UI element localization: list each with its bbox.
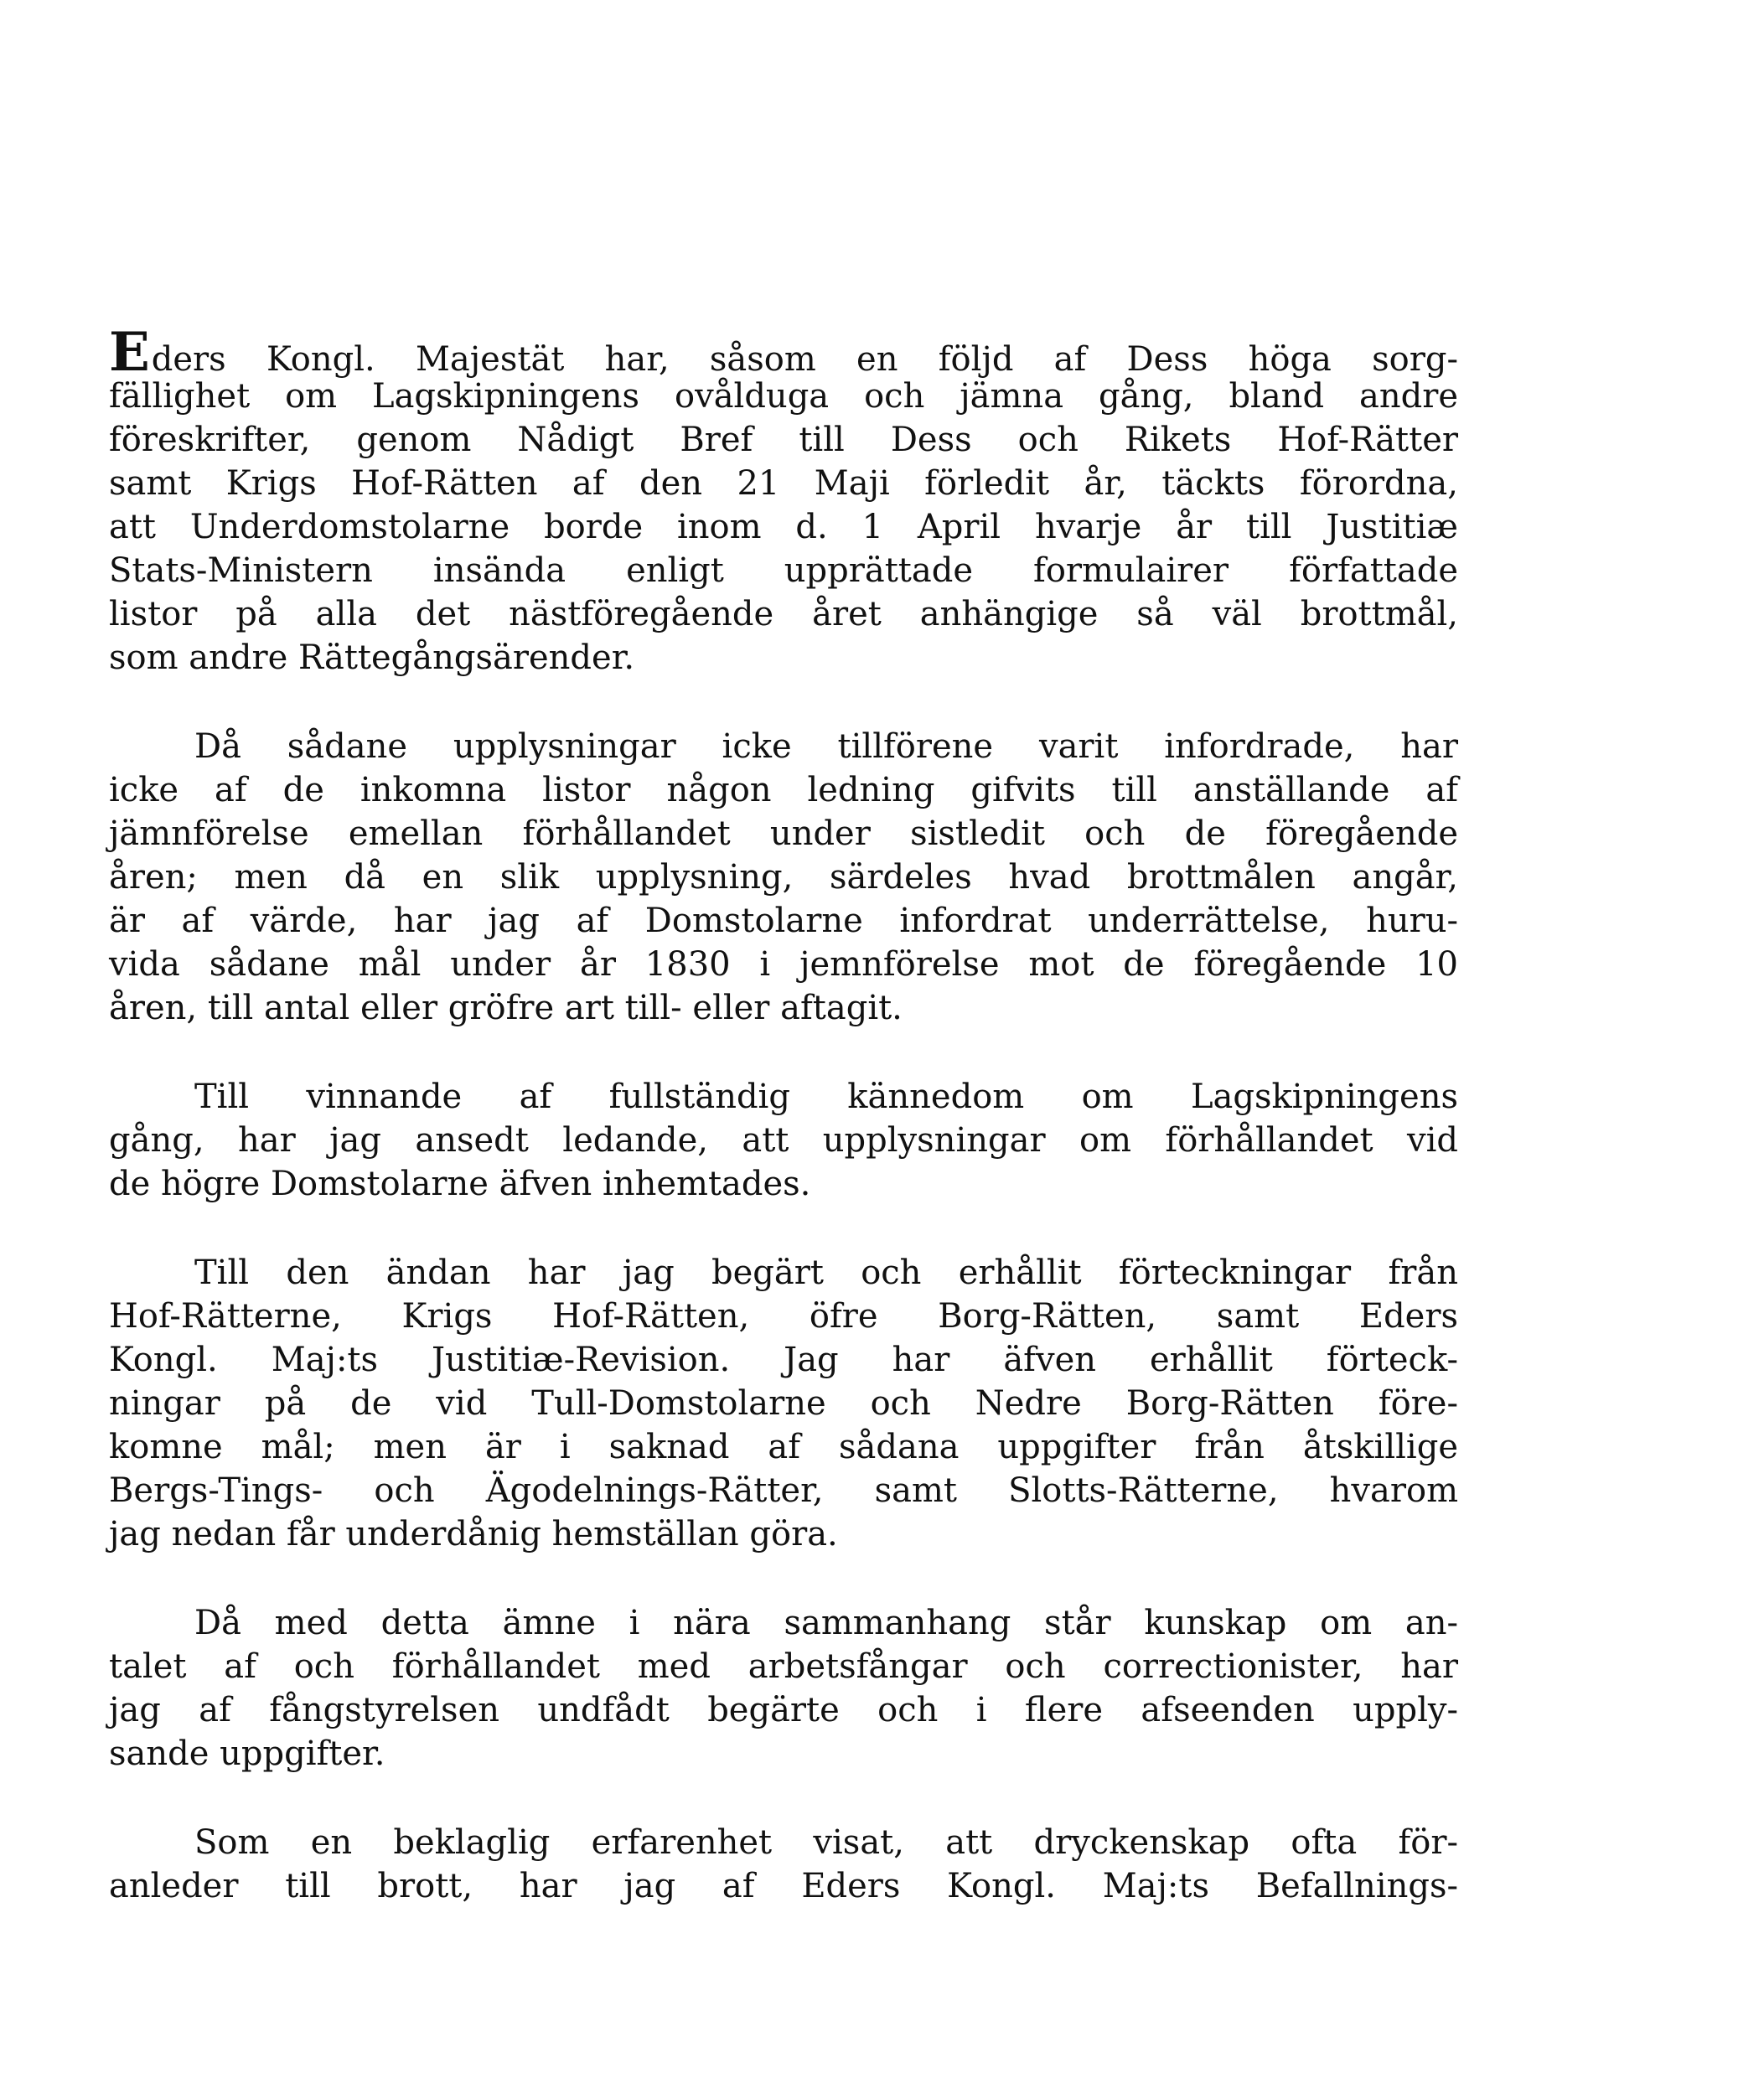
paragraph-3 bbox=[109, 1075, 1458, 1206]
text-line: samt Krigs Hof-Rätten af den 21 Maji förledit år, täckts förordna, bbox=[109, 464, 1458, 503]
text-line: jag nedan får underdånig hemställan göra. bbox=[109, 1515, 838, 1553]
body-text bbox=[109, 321, 1458, 1908]
text-line: Till vinnande af fullständig kännedom om Lagskipningens bbox=[194, 1078, 1458, 1116]
text-line: listor på alla det nästföregående året anhängige så väl brottmål, bbox=[109, 595, 1458, 633]
paragraph-5 bbox=[109, 1601, 1458, 1776]
text-line: Hof-Rätterne, Krigs Hof-Rätten, öfre Borg-Rätten, samt Eders bbox=[109, 1297, 1458, 1336]
text-line: icke af de inkomna listor någon ledning gifvits till anställande af bbox=[109, 771, 1458, 809]
text-line: är af värde, har jag af Domstolarne infordrat underrättelse, huru- bbox=[109, 902, 1458, 940]
text-line: åren; men då en slik upplysning, särdeles hvad brottmålen angår, bbox=[109, 858, 1458, 897]
text-line: att Underdomstolarne borde inom d. 1 April hvarje år till Justitiæ bbox=[109, 508, 1458, 546]
paragraph-2 bbox=[109, 725, 1458, 1030]
text-line: jag af fångstyrelsen undfådt begärte och i flere afseenden upply- bbox=[109, 1691, 1458, 1729]
text-line: föreskrifter, genom Nådigt Bref till Dess och Rikets Hof-Rätter bbox=[109, 421, 1458, 459]
text-line: Kongl. Maj:ts Justitiæ-Revision. Jag har äfven erhållit förteck- bbox=[109, 1341, 1458, 1379]
text-line: gång, har jag ansedt ledande, att upplysningar om förhållandet vid bbox=[109, 1121, 1458, 1160]
text-line: Bergs-Tings- och Ägodelnings-Rätter, samt Slotts-Rätterne, hvarom bbox=[109, 1471, 1458, 1510]
text-line: Då sådane upplysningar icke tillförene varit infordrade, har bbox=[194, 727, 1458, 766]
text-line: Som en beklaglig erfarenhet visat, att dryckenskap ofta för- bbox=[194, 1823, 1458, 1862]
paragraph-1 bbox=[109, 321, 1458, 680]
paragraph-4 bbox=[109, 1251, 1458, 1556]
text-line: sande uppgifter. bbox=[109, 1734, 385, 1773]
text-line: ningar på de vid Tull-Domstolarne och Nedre Borg-Rätten före- bbox=[109, 1384, 1458, 1423]
text-line: Eders Kongl. Majestät har, såsom en följd af Dess höga sorg- bbox=[109, 321, 1458, 384]
text-line: jämnförelse emellan förhållandet under sistledit och de föregående bbox=[109, 814, 1458, 853]
text-line: de högre Domstolarne äfven inhemtades. bbox=[109, 1165, 811, 1203]
text-line: komne mål; men är i saknad af sådana uppgifter från åtskillige bbox=[109, 1428, 1458, 1466]
text-line: åren, till antal eller gröfre art till- eller aftagit. bbox=[109, 989, 903, 1027]
text-line: Till den ändan har jag begärt och erhållit förteckningar från bbox=[194, 1254, 1458, 1292]
paragraph-6 bbox=[109, 1821, 1458, 1908]
text-line: talet af och förhållandet med arbetsfångar och correctionister, har bbox=[109, 1647, 1458, 1686]
text-line: Då med detta ämne i nära sammanhang står kunskap om an- bbox=[194, 1604, 1458, 1642]
initial-letter: E bbox=[109, 321, 150, 384]
text-line: anleder till brott, har jag af Eders Kongl. Maj:ts Befallnings- bbox=[109, 1867, 1458, 1905]
text-line: fällighet om Lagskipningens ovålduga och jämna gång, bland andre bbox=[109, 377, 1458, 416]
text-line: som andre Rättegångsärender. bbox=[109, 638, 635, 677]
text-line: vida sådane mål under år 1830 i jemnförelse mot de föregående 10 bbox=[109, 945, 1458, 984]
text-line: Stats-Ministern insända enligt upprättade formulairer författade bbox=[109, 551, 1458, 590]
